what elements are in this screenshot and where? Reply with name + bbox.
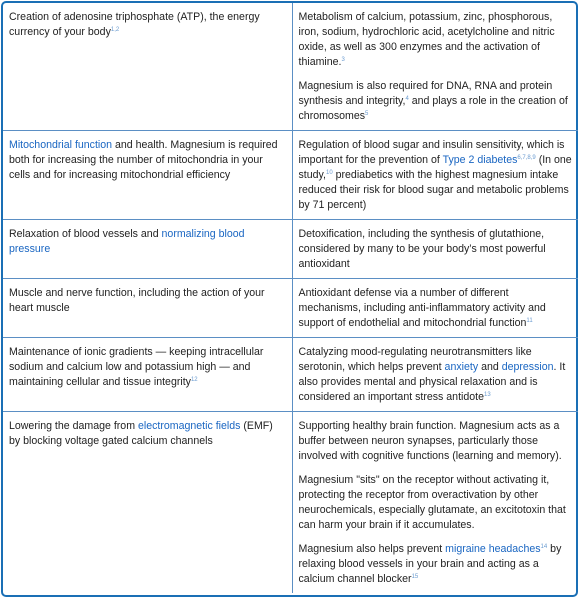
cell-text: Catalyzing mood-regulating neurotransmitters like serotonin, which helps prevent: [298, 346, 532, 373]
cell-right: [292, 3, 578, 131]
cell-text: (In one study,: [298, 154, 572, 181]
cell-paragraph: [299, 138, 573, 213]
table-row: [3, 131, 578, 220]
cell-text: Supporting healthy brain function. Magnesium acts as a buffer between neuron synapses, particularly those involved with cognitive functions (learning and memory).: [298, 420, 562, 462]
cell-right: [292, 279, 578, 338]
cell-text: Magnesium is also required for DNA, RNA and protein synthesis and integrity,: [298, 80, 553, 107]
table-row: [3, 338, 578, 412]
cell-right: [292, 412, 578, 594]
citation-reference[interactable]: 5: [365, 111, 369, 117]
citation-reference[interactable]: 4: [405, 96, 409, 102]
cell-text: prediabetics with the highest magnesium intake reduced their risk for blood sugar and metabolic problems by 71 percent): [298, 169, 569, 211]
cell-right: [292, 220, 578, 279]
cell-paragraph: [9, 138, 286, 183]
cell-text: and plays a role in the creation of chromosomes: [298, 95, 568, 122]
cell-text: Creation of adenosine triphosphate (ATP), the energy currency of your body: [9, 11, 260, 38]
cell-text: . It also provides mental and physical relaxation and is considered an important stress antidote: [298, 361, 566, 403]
cell-text: Metabolism of calcium, potassium, zinc, phosphorous, iron, sodium, hydrochloric acid, acetylcholine and nitric oxide, as well as 300 enzymes and the activation of thiamine.: [298, 11, 555, 68]
cell-paragraph: [299, 419, 573, 464]
cell-paragraph: [9, 419, 286, 449]
table-row: [3, 412, 578, 594]
inline-link[interactable]: depression: [501, 361, 554, 373]
citation-reference[interactable]: 14: [540, 544, 548, 550]
citation-reference[interactable]: 3: [341, 57, 345, 63]
cell-paragraph: [9, 10, 286, 40]
citation-reference[interactable]: 15: [411, 574, 419, 580]
cell-text: Detoxification, including the synthesis of glutathione, considered by many to be your body’s most powerful antioxidant: [298, 228, 546, 270]
citation-reference[interactable]: 10: [325, 170, 333, 176]
inline-link[interactable]: electromagnetic fields: [137, 420, 241, 432]
cell-paragraph: [299, 345, 573, 405]
cell-text: by relaxing blood vessels in your brain and acting as a calcium channel blocker: [298, 543, 562, 585]
citation-reference[interactable]: 13: [484, 392, 491, 398]
magnesium-benefits-table: [3, 3, 578, 593]
cell-paragraph: [299, 473, 573, 533]
cell-right: [292, 338, 578, 412]
citation-reference[interactable]: 12: [190, 377, 198, 383]
cell-paragraph: [9, 227, 286, 257]
inline-link[interactable]: anxiety: [444, 361, 479, 373]
inline-link[interactable]: migraine headaches: [445, 543, 541, 555]
inline-link[interactable]: Mitochondrial function: [9, 139, 113, 151]
cell-text: Magnesium also helps prevent: [298, 543, 446, 555]
cell-paragraph: [299, 542, 573, 587]
cell-left: [3, 220, 292, 279]
cell-text: Antioxidant defense via a number of different mechanisms, including anti-inflammatory activity and support of endothelial and mitochondrial function: [298, 287, 546, 329]
cell-text: (EMF) by blocking voltage gated calcium channels: [9, 420, 273, 447]
cell-left: [3, 412, 292, 594]
cell-left: [3, 131, 292, 220]
cell-left: [3, 338, 292, 412]
cell-right: [292, 131, 578, 220]
cell-paragraph: [299, 227, 573, 272]
cell-paragraph: [9, 345, 286, 390]
cell-text: Lowering the damage from: [9, 420, 138, 432]
table-row: [3, 3, 578, 131]
cell-left: [3, 279, 292, 338]
cell-text: and health. Magnesium is required both for increasing the number of mitochondria in your cells and for increasing mitochondrial efficiency: [9, 139, 278, 181]
cell-text: Muscle and nerve function, including the action of your heart muscle: [9, 287, 265, 314]
inline-link[interactable]: Type 2 diabetes: [442, 154, 518, 166]
cell-paragraph: [9, 286, 286, 316]
inline-link[interactable]: normalizing blood pressure: [9, 228, 245, 255]
cell-paragraph: [299, 79, 573, 124]
table-row: [3, 279, 578, 338]
cell-text: Regulation of blood sugar and insulin sensitivity, which is important for the prevention of: [298, 139, 565, 166]
citation-reference[interactable]: 11: [526, 318, 533, 324]
table-body: [3, 3, 578, 593]
citation-reference[interactable]: 6,7,8,9: [517, 155, 536, 161]
table-row: [3, 220, 578, 279]
cell-paragraph: [299, 10, 573, 70]
cell-paragraph: [299, 286, 573, 331]
cell-text: Maintenance of ionic gradients — keeping intracellular sodium and calcium low and potassium high — and maintaining cellular and tissue integrity: [9, 346, 264, 388]
cell-left: [3, 3, 292, 131]
cell-text: Relaxation of blood vessels and: [9, 228, 162, 240]
cell-text: Magnesium "sits" on the receptor without activating it, protecting the receptor from overactivation by other neurochemicals, especially glutamate, an excitotoxin that can harm your brain if it accumulates.: [298, 474, 566, 531]
citation-reference[interactable]: 1,2: [110, 27, 120, 33]
cell-text: and: [478, 361, 502, 373]
